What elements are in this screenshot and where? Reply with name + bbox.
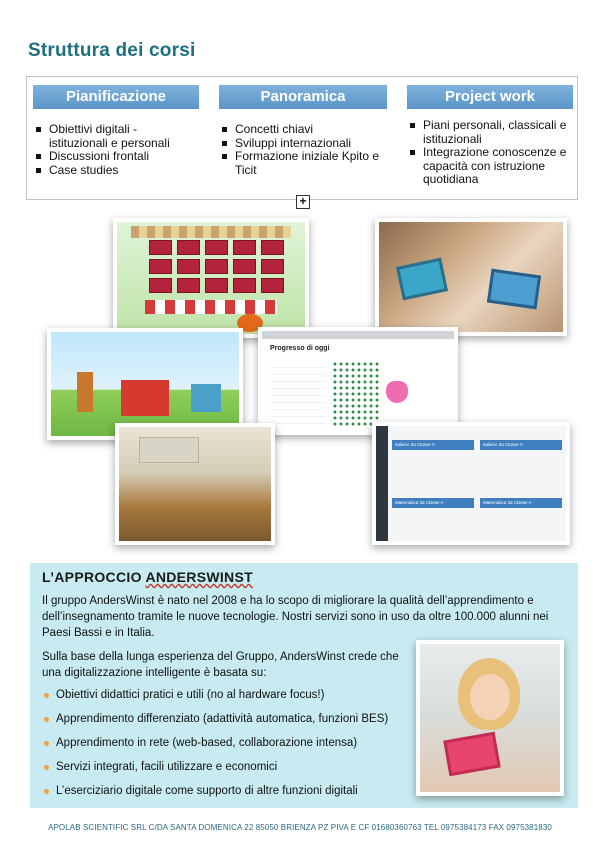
approach-paragraph: Il gruppo AndersWinst è nato nel 2008 e ha lo scopo di migliorare la qualità dell’apprendimento e dell’insegnamento tramite le nuove tecnologie. Nostri servizi sono in uso da oltre 100.000 alunni nei Paesi Bassi e in Italia. <box>42 595 549 639</box>
classroom-photo <box>115 423 275 545</box>
tablet-icon <box>487 269 541 310</box>
tablet-icon <box>396 258 448 301</box>
course-item: Discussioni frontali <box>33 150 199 164</box>
footer: APOLAB SCIENTIFIC SRL C/DA SANTA DOMENICA 22 85050 BRIENZA PZ PIVA E CF 01680360763 TEL 0975384173 FAX 0975381830 <box>48 823 552 832</box>
quiz-grid <box>149 240 284 293</box>
kids-tablets-photo <box>375 218 567 336</box>
game-screenshot <box>113 218 309 338</box>
approach-bullet: L’eserciziario digitale come supporto di altre funzioni digitali <box>42 783 388 807</box>
student-list <box>270 361 326 427</box>
approach-bullet: Apprendimento differenziato (adattività automatica, funzioni BES) <box>42 711 388 735</box>
course-item: Formazione iniziale Kpito e Ticit <box>219 150 387 177</box>
courses-table <box>26 76 578 200</box>
approach-title: L’APPROCCIO ANDERSWINST <box>42 569 253 585</box>
course-item: Obiettivi digitali - istituzionali e personali <box>33 123 199 150</box>
course-project-work <box>407 85 573 187</box>
course-title: Pianificazione <box>33 85 199 109</box>
course-item: Piani personali, classicali e istituzionali <box>407 119 573 146</box>
course-title: Panoramica <box>219 85 387 109</box>
progress-title: Progresso di oggi <box>270 345 330 352</box>
dashboard-card-header: Italiano 3a Classe A <box>392 440 474 450</box>
tablet-icon <box>443 732 500 776</box>
progress-report-screenshot <box>258 327 458 435</box>
dashboard-card-header: Matematica 3a Classe A <box>480 498 562 508</box>
course-panoramica <box>219 85 387 177</box>
dashboard-screenshot <box>372 422 570 545</box>
course-item: Integrazione conoscenze e capacità con istruzione quotidiana <box>407 146 573 187</box>
approach-bullet: Obiettivi didattici pratici e utili (no al hardware focus!) <box>42 687 388 711</box>
flip-flops-icon <box>386 381 408 403</box>
approach-bullet: Servizi integrati, facili utilizzare e economici <box>42 759 388 783</box>
whiteboard-icon <box>139 437 199 463</box>
dashboard-card-header: Italiano 3a Classe A <box>480 440 562 450</box>
approach-paragraph: Sulla base della lunga esperienza del Gruppo, AndersWinst crede che una digitalizzazione intelligente è basata su: <box>42 651 399 679</box>
windmill-icon <box>77 372 93 412</box>
shop-awning <box>145 300 277 314</box>
shop-roof <box>131 226 291 238</box>
page-title: Struttura dei corsi <box>28 40 196 61</box>
approach-bullets <box>42 687 388 807</box>
child-tablet-photo <box>416 640 564 796</box>
progress-dots <box>332 361 380 427</box>
child-face <box>470 674 510 720</box>
course-pianificazione <box>33 85 199 177</box>
approach-bullet: Apprendimento in rete (web-based, collaborazione intensa) <box>42 735 388 759</box>
course-item: Concetti chiavi <box>219 123 387 137</box>
city-icon <box>191 384 221 412</box>
dashboard-sidebar <box>376 426 388 541</box>
barn-icon <box>121 380 169 416</box>
course-title: Project work <box>407 85 573 109</box>
course-item: Case studies <box>33 164 199 178</box>
course-item: Sviluppi internazionali <box>219 137 387 151</box>
expand-icon[interactable]: + <box>296 195 310 209</box>
dashboard-card-header: Matematica 3a Classe A <box>392 498 474 508</box>
